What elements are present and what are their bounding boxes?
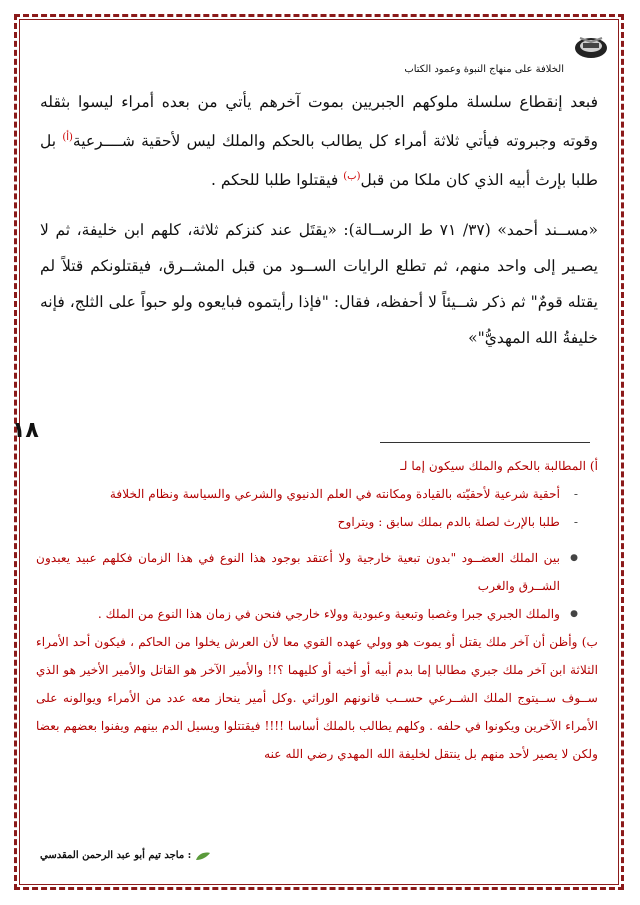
footnote-divider: [380, 442, 590, 443]
author-footer: [40, 850, 211, 861]
author-name: : ماجد تيم أبو عبد الرحمن المقدسي: [40, 850, 192, 861]
footnotes: [36, 452, 598, 768]
list-item: ● والملك الجبري جبرا وغصبا وتبعية وعبودية وولاء خارجي فنحن في زمان هذا النوع من الملك .: [36, 600, 578, 628]
list-item: - أحقية شرعية لأحقيّته بالقيادة ومكانته في العلم الدنيوي والشرعي والسياسة ونظام الخلافة: [36, 480, 578, 508]
paragraph-hadith: «مســند أحمد» (٣٧/ ٧١ ط الرســالة): «يقتَل عند كنزكم ثلاثة، كلهم ابن خليفة، ثم لا يصـير إلى واحد منهم، ثم تطلع الرايات الســود من قبل المشــرق، فيقتلونكم قتلاً لم يقتله قومٌ" ثم ذكر شــيئاً لا أحفظه، فقال: "فإذا رأيتموه فبايعوه ولو حبواً على الثلج، فإنه خليفةُ الله المهديُّ"»: [40, 221, 598, 348]
leaf-icon: [195, 851, 211, 861]
header-title: الخلافة على منهاج النبوة وعمود الكتاب: [404, 64, 564, 75]
page-number: ١٨: [12, 418, 39, 443]
page-header: [48, 34, 608, 74]
book-logo-icon: [574, 34, 608, 60]
footnote-b: ب) وأظن أن آخر ملك يقتل أو يموت هو وولي عهده القوي معا لأن العرش يخلوا من الحاكم ، فيكون أحد الأمراء الثلاثة ابن آخر ملك جبري مطالبا إما بدم أبيه أو أخيه أو كليهما ؟!! والأمير الآخر هو القاتل والأمير الأخير هو الذي ســوف ســيتوج الملك الشــرعي حســب قانونهم الوراثي .وكل أمير ينحاز معه عدد من الأمراء ويوالونه على الأمراء الآخرين ويكونوا في حلفه . وكلهم يطالب بالملك أساسا !!!! فيقتتلوا ويسيل الدم بينهم ويفنوا بعضهم بعضا ولكن لا يصير لأحد منهم بل ينتقل لخليفة الله المهدي رضي الله عنه: [36, 635, 598, 761]
footnote-bullet-list: [36, 544, 598, 628]
list-item: ● بين الملك العضــود "بدون تبعية خارجية ولا أعتقد بوجود هذا النوع في هذا الزمان فكلهم عبيد يعبدون الشــرق والغرب: [36, 544, 578, 600]
main-text: [40, 84, 598, 356]
footnote-dash-list: [36, 480, 598, 536]
paragraph-1: فبعد إنقطاع سلسلة ملوكهم الجبريين بموت آخرهم يأتي من بعده أمراء ليسوا بثقله وقوته وجبروته فيأتي ثلاثة أمراء كل يطالب بالحكم والملك ليس لأحقية شــــرعية$^{(أ)}$ بل طلبا بإرث أبيه الذي كان ملكا من قبل$^{(ب)}$ فيقتلوا طلبا للحكم .: [40, 93, 598, 190]
footnote-ref-a[interactable]: (أ): [62, 132, 73, 143]
footnote-ref-b[interactable]: (ب): [343, 171, 361, 183]
list-item: - طلبا بالإرث لصلة بالدم بملك سابق : ويتراوح: [36, 508, 578, 536]
footnote-a-intro: أ) المطالبة بالحكم والملك سيكون إما لـ: [400, 459, 598, 473]
